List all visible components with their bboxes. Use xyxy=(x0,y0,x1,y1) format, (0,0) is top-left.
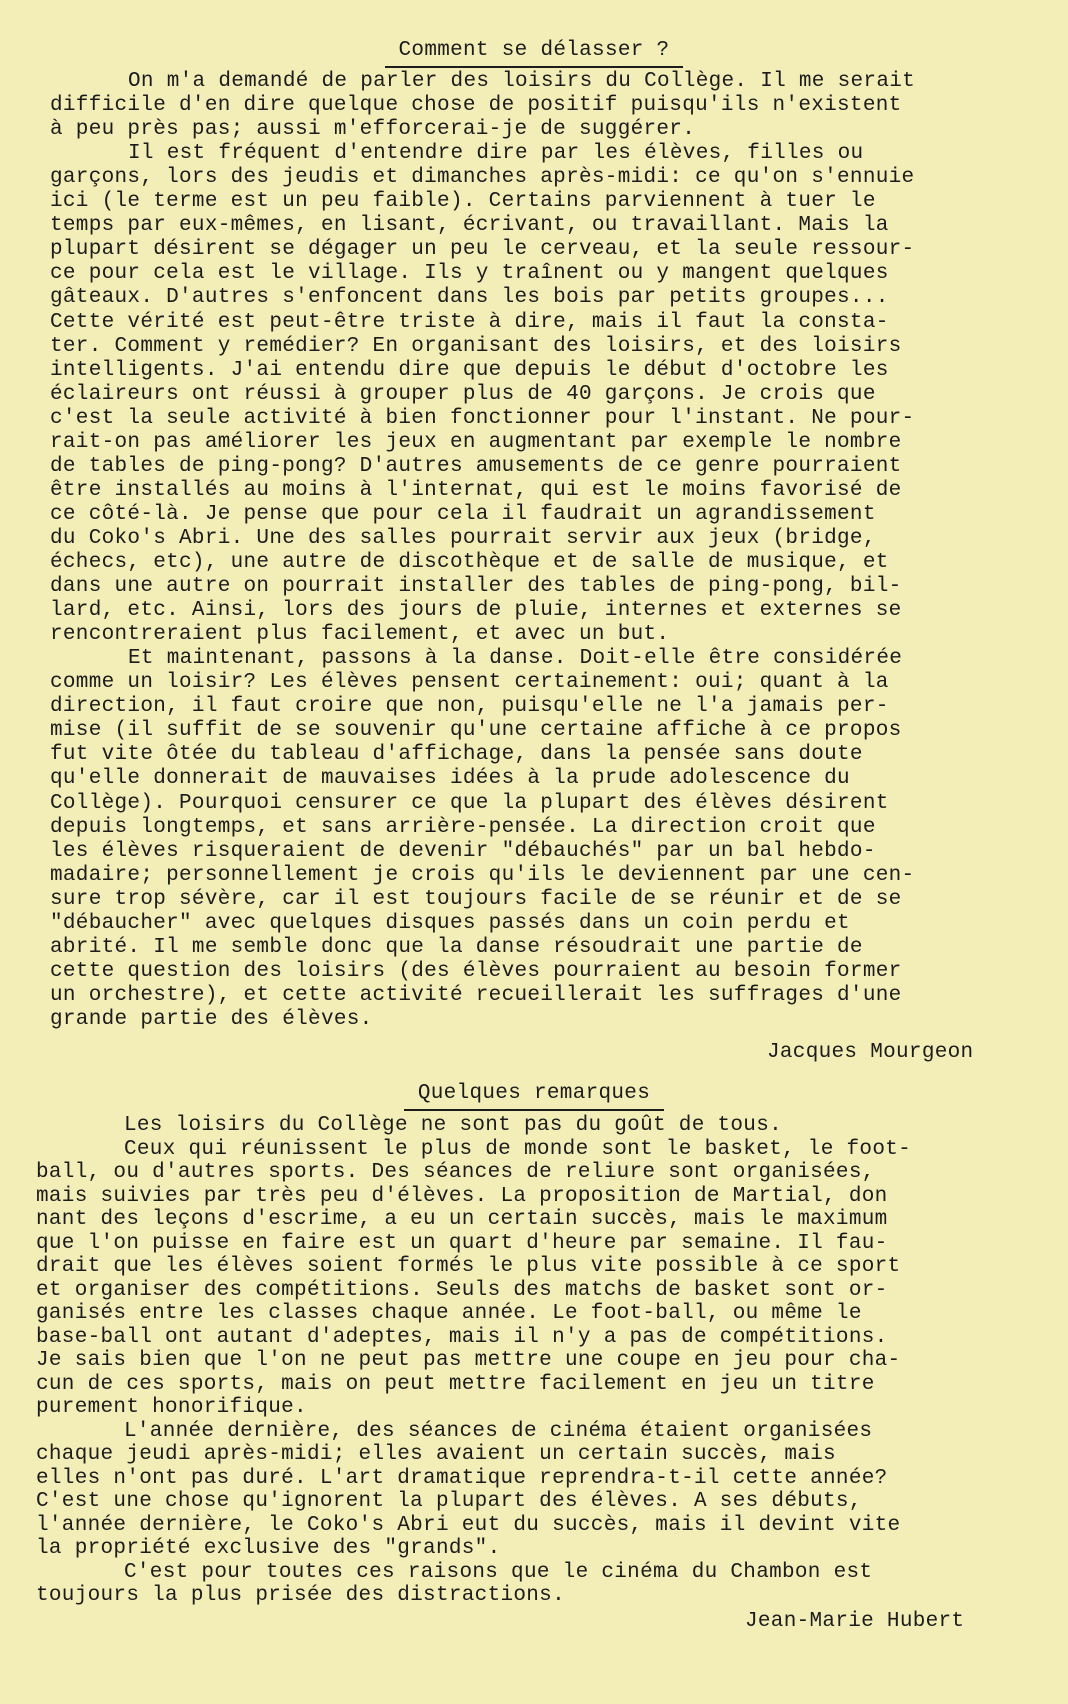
text-line: qu'elle donnerait de mauvaises idées à la prude adolescence du xyxy=(50,767,850,791)
text-line: ici (le terme est un peu faible). Certains parviennent à tuer le xyxy=(50,190,876,214)
article-signature: Jean-Marie Hubert xyxy=(745,1610,965,1633)
article-title xyxy=(0,38,1068,68)
text-line: rait-on pas améliorer les jeux en augmentant par exemple le nombre xyxy=(50,430,902,454)
text-line: direction, il faut croire que non, puisqu'elle ne l'a jamais per- xyxy=(50,695,889,719)
text-line: intelligents. J'ai entendu dire que depuis le début d'octobre les xyxy=(50,358,889,382)
text-line: gâteaux. D'autres s'enfoncent dans les bois par petits groupes... xyxy=(50,286,889,310)
article-title-text: Quelques remarques xyxy=(404,1081,664,1111)
text-line: Il est fréquent d'entendre dire par les élèves, filles ou xyxy=(128,142,864,166)
text-line: garçons, lors des jeudis et dimanches après-midi: ce qu'on s'ennuie xyxy=(50,166,915,190)
text-line: sure trop sévère, car il est toujours facile de se réunir et de se xyxy=(50,887,902,911)
text-line: Cette vérité est peut-être triste à dire, mais il faut la consta- xyxy=(50,310,889,334)
text-line: Je sais bien que l'on ne peut pas mettre une coupe en jeu pour cha- xyxy=(36,1349,901,1372)
text-line: drait que les élèves soient formés le plus vite possible à ce sport xyxy=(36,1255,901,1278)
text-line: difficile d'en dire quelque chose de positif puisqu'ils n'existent xyxy=(50,94,902,118)
text-line: C'est pour toutes ces raisons que le cinéma du Chambon est xyxy=(124,1560,873,1584)
text-line: Collège). Pourquoi censurer ce que la plupart des élèves désirent xyxy=(50,791,889,815)
text-line: rencontreraient plus facilement, et avec un but. xyxy=(50,623,670,647)
text-line: ball, ou d'autres sports. Des séances de reliure sont organisées, xyxy=(36,1161,875,1184)
text-line: les élèves risqueraient de devenir "débauchés" par un bal hebdo- xyxy=(50,839,876,863)
article-title-text: Comment se délasser ? xyxy=(385,38,684,68)
text-line: toujours la plus prisée des distractions. xyxy=(36,1584,565,1607)
text-line: fut vite ôtée du tableau d'affichage, dans la pensée sans doute xyxy=(50,743,863,767)
text-line: Les loisirs du Collège ne sont pas du goût de tous. xyxy=(124,1114,783,1137)
text-line: comme un loisir? Les élèves pensent certainement: oui; quant à la xyxy=(50,671,889,695)
text-line: C'est une chose qu'ignorent la plupart des élèves. A ses débuts, xyxy=(36,1490,862,1513)
text-line: c'est la seule activité à bien fonctionner pour l'instant. Ne pour- xyxy=(50,406,915,430)
text-line: mise (il suffit de se souvenir qu'une certaine affiche à ce propos xyxy=(50,719,902,743)
text-line: depuis longtemps, et sans arrière-pensée. La direction croit que xyxy=(50,815,876,839)
article-signature: Jacques Mourgeon xyxy=(767,1041,974,1064)
text-line: Et maintenant, passons à la danse. Doit-elle être considérée xyxy=(128,647,903,671)
text-line: "débaucher" avec quelques disques passés dans un coin perdu et xyxy=(50,911,850,935)
text-line: ce pour cela est le village. Ils y traînent ou y mangent quelques xyxy=(50,262,889,286)
text-line: base-ball ont autant d'adeptes, mais il n'y a pas de compétitions. xyxy=(36,1325,888,1349)
text-line: ter. Comment y remédier? En organisant des loisirs, et des loisirs xyxy=(50,334,902,358)
text-line: L'année dernière, des séances de cinéma étaient organisées xyxy=(124,1419,873,1443)
text-line: plupart désirent se dégager un peu le cerveau, et la seule ressour- xyxy=(50,238,915,262)
text-line: du Coko's Abri. Une des salles pourrait servir aux jeux (bridge, xyxy=(50,526,876,550)
text-line: la propriété exclusive des "grands". xyxy=(36,1537,501,1560)
text-line: nant des leçons d'escrime, a eu un certain succès, mais le maximum xyxy=(36,1208,888,1231)
text-line: grande partie des élèves. xyxy=(50,1007,373,1031)
text-line: dans une autre on pourrait installer des tables de ping-pong, bil- xyxy=(50,575,902,599)
text-line: de tables de ping-pong? D'autres amusements de ce genre pourraient xyxy=(50,454,902,478)
text-line: l'année dernière, le Coko's Abri eut du succès, mais il devint vite xyxy=(36,1513,901,1537)
text-line: un orchestre), et cette activité recueillerait les suffrages d'une xyxy=(50,983,902,1007)
text-line: que l'on puisse en faire est un quart d'heure par semaine. Il fau- xyxy=(36,1231,888,1255)
text-line: chaque jeudi après-midi; elles avaient un certain succès, mais xyxy=(36,1443,836,1466)
text-line: ce côté-là. Je pense que pour cela il faudrait un agrandissement xyxy=(50,502,876,526)
text-line: à peu près pas; aussi m'efforcerai-je de suggérer. xyxy=(50,118,696,142)
text-line: abrité. Il me semble donc que la danse résoudrait une partie de xyxy=(50,935,863,959)
text-line: et organiser des compétitions. Seuls des matchs de basket sont or- xyxy=(36,1278,888,1302)
text-line: elles n'ont pas duré. L'art dramatique reprendra-t-il cette année? xyxy=(36,1466,888,1490)
text-line: cette question des loisirs (des élèves pourraient au besoin former xyxy=(50,959,902,983)
text-line: être installés au moins à l'internat, qui est le moins favorisé de xyxy=(50,478,902,502)
text-line: échecs, etc), une autre de discothèque et de salle de musique, et xyxy=(50,551,889,574)
text-line: temps par eux-mêmes, en lisant, écrivant, ou travaillant. Mais la xyxy=(50,214,889,238)
text-line: purement honorifique. xyxy=(36,1396,307,1419)
article-title xyxy=(0,1081,1068,1111)
text-line: ganisés entre les classes chaque année. Le foot-ball, ou même le xyxy=(36,1302,862,1325)
text-line: mais suivies par très peu d'élèves. La proposition de Martial, don xyxy=(36,1184,888,1208)
text-line: madaire; personnellement je crois qu'ils le deviennent par une cen- xyxy=(50,863,915,887)
text-line: éclaireurs ont réussi à grouper plus de 40 garçons. Je crois que xyxy=(50,382,876,406)
text-line: lard, etc. Ainsi, lors des jours de pluie, internes et externes se xyxy=(50,599,902,623)
text-line: On m'a demandé de parler des loisirs du Collège. Il me serait xyxy=(128,70,916,93)
text-line: cun de ces sports, mais on peut mettre facilement en jeu un titre xyxy=(36,1372,875,1396)
text-line: Ceux qui réunissent le plus de monde sont le basket, le foot- xyxy=(124,1137,912,1161)
